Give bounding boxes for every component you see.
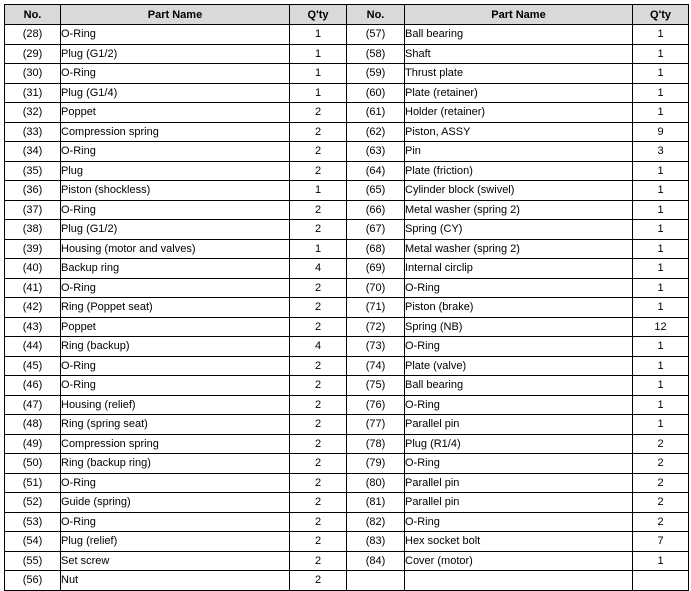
table-row: [5, 44, 689, 64]
quantity-cell: 9: [633, 122, 689, 142]
quantity-cell: 2: [290, 473, 347, 493]
quantity-cell: 1: [633, 25, 689, 45]
header-part-name-left: Part Name: [61, 5, 290, 25]
quantity-cell: 2: [290, 122, 347, 142]
part-name-cell: Poppet: [61, 317, 290, 337]
quantity-cell: 1: [290, 25, 347, 45]
quantity-cell: 2: [290, 415, 347, 435]
part-name-cell: Ring (spring seat): [61, 415, 290, 435]
table-row: [5, 298, 689, 318]
table-row: [5, 571, 689, 591]
quantity-cell: 2: [290, 376, 347, 396]
quantity-cell: 2: [290, 395, 347, 415]
part-name-cell: Piston (brake): [405, 298, 633, 318]
part-number-cell: (28): [5, 25, 61, 45]
part-name-cell: Spring (NB): [405, 317, 633, 337]
table-row: [5, 122, 689, 142]
part-name-cell: Plug: [61, 161, 290, 181]
part-number-cell: (67): [347, 220, 405, 240]
quantity-cell: 2: [290, 298, 347, 318]
part-number-cell: (80): [347, 473, 405, 493]
table-row: [5, 532, 689, 552]
part-name-cell: Hex socket bolt: [405, 532, 633, 552]
part-number-cell: (40): [5, 259, 61, 279]
part-name-cell: Poppet: [61, 103, 290, 123]
part-name-cell: Spring (CY): [405, 220, 633, 240]
table-row: [5, 434, 689, 454]
part-name-cell: Parallel pin: [405, 493, 633, 513]
table-row: [5, 200, 689, 220]
part-name-cell: O-Ring: [61, 473, 290, 493]
part-name-cell: Plug (R1/4): [405, 434, 633, 454]
quantity-cell: 1: [633, 181, 689, 201]
part-name-cell: O-Ring: [405, 278, 633, 298]
parts-table: [4, 4, 689, 591]
quantity-cell: 4: [290, 337, 347, 357]
part-number-cell: (63): [347, 142, 405, 162]
quantity-cell: 2: [290, 200, 347, 220]
header-qty-right: Q'ty: [633, 5, 689, 25]
quantity-cell: 12: [633, 317, 689, 337]
part-number-cell: (70): [347, 278, 405, 298]
part-name-cell: Plug (G1/2): [61, 220, 290, 240]
part-number-cell: (76): [347, 395, 405, 415]
part-number-cell: (48): [5, 415, 61, 435]
part-number-cell: (74): [347, 356, 405, 376]
quantity-cell: [633, 571, 689, 591]
part-number-cell: (46): [5, 376, 61, 396]
header-part-name-right: Part Name: [405, 5, 633, 25]
table-row: [5, 278, 689, 298]
quantity-cell: 1: [633, 83, 689, 103]
part-name-cell: Compression spring: [61, 434, 290, 454]
part-name-cell: Ball bearing: [405, 376, 633, 396]
table-row: [5, 317, 689, 337]
quantity-cell: 1: [290, 64, 347, 84]
table-row: [5, 337, 689, 357]
part-number-cell: (56): [5, 571, 61, 591]
part-number-cell: (29): [5, 44, 61, 64]
part-name-cell: Metal washer (spring 2): [405, 239, 633, 259]
quantity-cell: 2: [290, 434, 347, 454]
part-name-cell: Compression spring: [61, 122, 290, 142]
part-number-cell: (50): [5, 454, 61, 474]
part-name-cell: Piston (shockless): [61, 181, 290, 201]
table-row: [5, 161, 689, 181]
quantity-cell: 2: [290, 278, 347, 298]
quantity-cell: 1: [633, 337, 689, 357]
table-row: [5, 551, 689, 571]
part-number-cell: (38): [5, 220, 61, 240]
quantity-cell: 1: [633, 395, 689, 415]
quantity-cell: 2: [290, 551, 347, 571]
part-name-cell: Ring (backup ring): [61, 454, 290, 474]
table-row: [5, 493, 689, 513]
part-number-cell: (81): [347, 493, 405, 513]
table-row: [5, 25, 689, 45]
part-number-cell: (41): [5, 278, 61, 298]
part-number-cell: (65): [347, 181, 405, 201]
quantity-cell: 1: [633, 551, 689, 571]
part-number-cell: (34): [5, 142, 61, 162]
part-number-cell: (37): [5, 200, 61, 220]
part-number-cell: (77): [347, 415, 405, 435]
parts-list: [4, 4, 689, 591]
part-name-cell: Parallel pin: [405, 473, 633, 493]
part-number-cell: (59): [347, 64, 405, 84]
quantity-cell: 3: [633, 142, 689, 162]
part-number-cell: (33): [5, 122, 61, 142]
part-number-cell: (60): [347, 83, 405, 103]
part-name-cell: Thrust plate: [405, 64, 633, 84]
quantity-cell: 2: [633, 473, 689, 493]
part-name-cell: O-Ring: [61, 356, 290, 376]
table-row: [5, 64, 689, 84]
part-number-cell: (66): [347, 200, 405, 220]
part-number-cell: (55): [5, 551, 61, 571]
part-name-cell: Holder (retainer): [405, 103, 633, 123]
part-name-cell: Housing (relief): [61, 395, 290, 415]
part-name-cell: Plug (G1/2): [61, 44, 290, 64]
header-row: [5, 5, 689, 25]
part-number-cell: [347, 571, 405, 591]
table-row: [5, 454, 689, 474]
table-row: [5, 83, 689, 103]
part-name-cell: Piston, ASSY: [405, 122, 633, 142]
part-number-cell: (84): [347, 551, 405, 571]
part-number-cell: (31): [5, 83, 61, 103]
part-number-cell: (32): [5, 103, 61, 123]
part-name-cell: [405, 571, 633, 591]
quantity-cell: 2: [290, 571, 347, 591]
part-number-cell: (47): [5, 395, 61, 415]
part-name-cell: Plug (G1/4): [61, 83, 290, 103]
part-name-cell: O-Ring: [405, 395, 633, 415]
quantity-cell: 1: [633, 64, 689, 84]
header-qty-left: Q'ty: [290, 5, 347, 25]
quantity-cell: 1: [633, 278, 689, 298]
quantity-cell: 1: [633, 239, 689, 259]
quantity-cell: 1: [633, 298, 689, 318]
part-name-cell: Housing (motor and valves): [61, 239, 290, 259]
part-number-cell: (52): [5, 493, 61, 513]
header-no-right: No.: [347, 5, 405, 25]
part-name-cell: O-Ring: [61, 142, 290, 162]
part-name-cell: O-Ring: [61, 512, 290, 532]
part-name-cell: Ring (Poppet seat): [61, 298, 290, 318]
part-name-cell: Nut: [61, 571, 290, 591]
quantity-cell: 2: [290, 317, 347, 337]
part-number-cell: (44): [5, 337, 61, 357]
quantity-cell: 1: [633, 103, 689, 123]
part-name-cell: Cylinder block (swivel): [405, 181, 633, 201]
part-name-cell: Ball bearing: [405, 25, 633, 45]
part-number-cell: (75): [347, 376, 405, 396]
part-number-cell: (39): [5, 239, 61, 259]
quantity-cell: 2: [290, 454, 347, 474]
table-row: [5, 181, 689, 201]
table-row: [5, 473, 689, 493]
part-name-cell: Guide (spring): [61, 493, 290, 513]
quantity-cell: 2: [633, 434, 689, 454]
quantity-cell: 2: [290, 493, 347, 513]
part-number-cell: (36): [5, 181, 61, 201]
part-number-cell: (57): [347, 25, 405, 45]
quantity-cell: 1: [633, 415, 689, 435]
header-no-left: No.: [5, 5, 61, 25]
part-name-cell: Ring (backup): [61, 337, 290, 357]
part-name-cell: Plate (retainer): [405, 83, 633, 103]
quantity-cell: 1: [633, 356, 689, 376]
part-name-cell: Set screw: [61, 551, 290, 571]
part-number-cell: (43): [5, 317, 61, 337]
table-row: [5, 103, 689, 123]
quantity-cell: 1: [290, 239, 347, 259]
part-name-cell: Plate (friction): [405, 161, 633, 181]
part-name-cell: O-Ring: [61, 376, 290, 396]
table-row: [5, 415, 689, 435]
part-name-cell: O-Ring: [61, 25, 290, 45]
part-name-cell: Parallel pin: [405, 415, 633, 435]
quantity-cell: 1: [633, 161, 689, 181]
part-name-cell: O-Ring: [405, 454, 633, 474]
part-name-cell: O-Ring: [405, 337, 633, 357]
quantity-cell: 2: [290, 356, 347, 376]
part-number-cell: (71): [347, 298, 405, 318]
part-name-cell: Metal washer (spring 2): [405, 200, 633, 220]
table-row: [5, 376, 689, 396]
part-number-cell: (54): [5, 532, 61, 552]
part-number-cell: (72): [347, 317, 405, 337]
quantity-cell: 2: [633, 454, 689, 474]
part-number-cell: (45): [5, 356, 61, 376]
table-row: [5, 259, 689, 279]
quantity-cell: 1: [290, 83, 347, 103]
quantity-cell: 1: [633, 376, 689, 396]
quantity-cell: 1: [290, 181, 347, 201]
part-name-cell: O-Ring: [61, 278, 290, 298]
part-number-cell: (83): [347, 532, 405, 552]
quantity-cell: 1: [633, 44, 689, 64]
part-name-cell: O-Ring: [61, 200, 290, 220]
part-name-cell: Backup ring: [61, 259, 290, 279]
quantity-cell: 2: [290, 161, 347, 181]
table-row: [5, 512, 689, 532]
quantity-cell: 2: [633, 512, 689, 532]
part-name-cell: Pin: [405, 142, 633, 162]
quantity-cell: 2: [290, 142, 347, 162]
part-name-cell: Cover (motor): [405, 551, 633, 571]
quantity-cell: 2: [290, 220, 347, 240]
quantity-cell: 2: [290, 512, 347, 532]
quantity-cell: 1: [633, 220, 689, 240]
quantity-cell: 1: [290, 44, 347, 64]
part-name-cell: O-Ring: [61, 64, 290, 84]
table-row: [5, 142, 689, 162]
part-name-cell: Internal circlip: [405, 259, 633, 279]
quantity-cell: 7: [633, 532, 689, 552]
table-row: [5, 395, 689, 415]
table-row: [5, 356, 689, 376]
quantity-cell: 2: [290, 103, 347, 123]
part-number-cell: (51): [5, 473, 61, 493]
quantity-cell: 2: [633, 493, 689, 513]
part-number-cell: (73): [347, 337, 405, 357]
part-number-cell: (68): [347, 239, 405, 259]
quantity-cell: 4: [290, 259, 347, 279]
quantity-cell: 1: [633, 259, 689, 279]
part-name-cell: Shaft: [405, 44, 633, 64]
part-number-cell: (30): [5, 64, 61, 84]
part-number-cell: (53): [5, 512, 61, 532]
part-number-cell: (69): [347, 259, 405, 279]
table-row: [5, 239, 689, 259]
quantity-cell: 2: [290, 532, 347, 552]
part-name-cell: Plug (relief): [61, 532, 290, 552]
table-row: [5, 220, 689, 240]
part-number-cell: (42): [5, 298, 61, 318]
part-number-cell: (35): [5, 161, 61, 181]
part-number-cell: (49): [5, 434, 61, 454]
part-number-cell: (78): [347, 434, 405, 454]
part-number-cell: (58): [347, 44, 405, 64]
part-name-cell: Plate (valve): [405, 356, 633, 376]
part-number-cell: (62): [347, 122, 405, 142]
part-number-cell: (79): [347, 454, 405, 474]
part-name-cell: O-Ring: [405, 512, 633, 532]
part-number-cell: (64): [347, 161, 405, 181]
part-number-cell: (82): [347, 512, 405, 532]
part-number-cell: (61): [347, 103, 405, 123]
quantity-cell: 1: [633, 200, 689, 220]
